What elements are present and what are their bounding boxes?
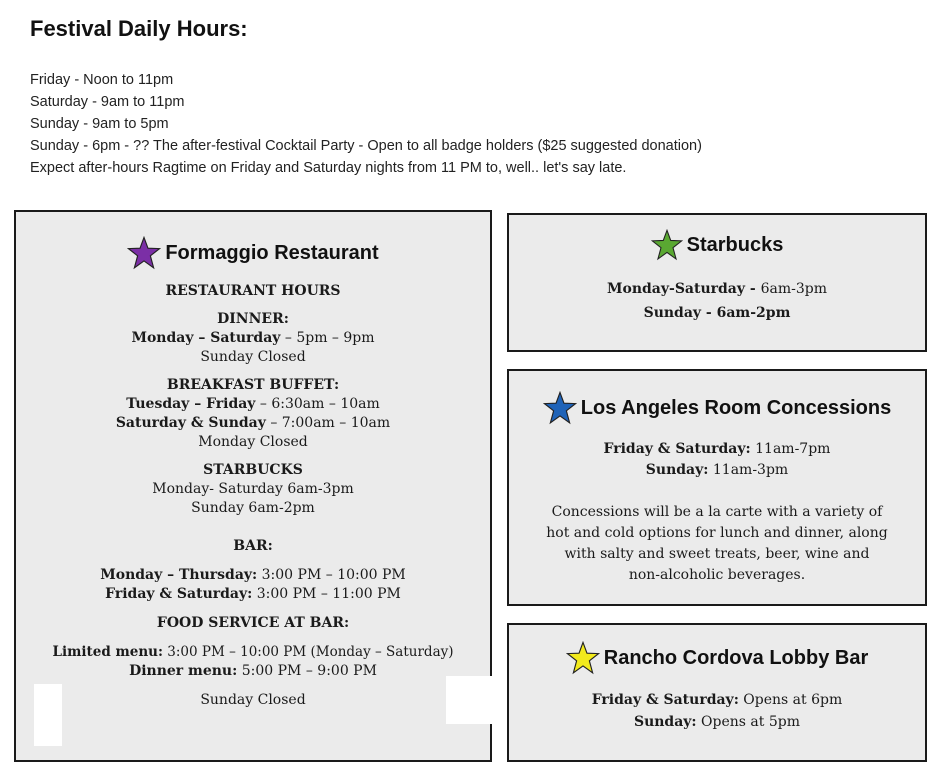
- blank-patch: [34, 684, 62, 746]
- starbucks-line-1: Monday- Saturday 6am-3pm: [152, 481, 354, 497]
- rancho-box: [507, 623, 927, 762]
- la-days-2: Sunday:: [645, 462, 709, 478]
- dinner-heading: DINNER:: [217, 311, 289, 327]
- starbucks-box: [507, 213, 927, 352]
- rancho-title: [509, 641, 925, 675]
- food-service-heading: FOOD SERVICE AT BAR:: [156, 615, 350, 631]
- la-time-1: 11am-7pm: [750, 441, 831, 457]
- limited-menu-time: 3:00 PM – 10:00 PM (Monday – Saturday): [162, 644, 454, 660]
- rancho-time-2: Opens at 5pm: [696, 714, 801, 730]
- hours-line: Sunday - 9am to 5pm: [30, 116, 169, 132]
- rancho-time-1: Opens at 6pm: [738, 692, 843, 708]
- bar-heading: BAR:: [233, 538, 273, 554]
- description-line: non-alcoholic beverages.: [628, 567, 806, 583]
- starbucks-heading: STARBUCKS: [203, 462, 303, 478]
- description-line: hot and cold options for lunch and dinner, along: [546, 525, 888, 541]
- description-line: with salty and sweet treats, beer, wine and: [564, 546, 870, 562]
- hours-line: Saturday - 9am to 11pm: [30, 94, 185, 110]
- la-room-title-text: Los Angeles Room Concessions: [580, 396, 892, 419]
- star-icon: [127, 236, 161, 270]
- description-line: Concessions will be a la carte with a variety of: [551, 504, 883, 520]
- la-time-2: 11am-3pm: [708, 462, 789, 478]
- breakfast-time-1: – 6:30am – 10am: [255, 396, 380, 412]
- dinner-days: Monday – Saturday: [131, 330, 281, 346]
- dinner-closed: Sunday Closed: [200, 349, 306, 365]
- rancho-title-text: Rancho Cordova Lobby Bar: [603, 646, 869, 669]
- formaggio-title-text: Formaggio Restaurant: [165, 241, 379, 264]
- starbucks-days-1: Monday-Saturday -: [607, 281, 761, 297]
- dinner-menu-time: 5:00 PM – 9:00 PM: [237, 663, 377, 679]
- la-days-1: Friday & Saturday:: [603, 441, 751, 457]
- starbucks-line-2: Sunday 6am-2pm: [191, 500, 315, 516]
- breakfast-closed: Monday Closed: [198, 434, 308, 450]
- breakfast-days-2: Saturday & Sunday: [115, 415, 266, 431]
- bar-time-2: 3:00 PM – 11:00 PM: [252, 586, 401, 602]
- hours-line: Sunday - 6pm - ?? The after-festival Cocktail Party - Open to all badge holders ($25 suggested donation): [30, 138, 702, 154]
- rancho-days-2: Sunday:: [633, 714, 697, 730]
- dinner-time: – 5pm – 9pm: [280, 330, 375, 346]
- page-title: Festival Daily Hours:: [30, 16, 248, 41]
- formaggio-title: [16, 236, 490, 270]
- star-icon: [651, 229, 683, 261]
- limited-menu-label: Limited menu:: [52, 644, 163, 660]
- breakfast-days-1: Tuesday – Friday: [126, 396, 256, 412]
- formaggio-box: [14, 210, 492, 762]
- bar-days-1: Monday – Thursday:: [100, 567, 258, 583]
- hours-line: Expect after-hours Ragtime on Friday and Saturday nights from 11 PM to, well.. let's say late.: [30, 160, 627, 176]
- festival-hours-list: [30, 69, 702, 179]
- starbucks-title: [509, 229, 925, 261]
- blank-patch: [446, 676, 492, 724]
- la-room-title: [509, 391, 925, 425]
- star-icon: [543, 391, 577, 425]
- la-room-box: [507, 369, 927, 606]
- breakfast-heading: BREAKFAST BUFFET:: [166, 377, 340, 393]
- breakfast-time-2: – 7:00am – 10am: [265, 415, 391, 431]
- star-icon: [566, 641, 600, 675]
- restaurant-hours-heading: RESTAURANT HOURS: [165, 283, 341, 299]
- starbucks-title-text: Starbucks: [686, 233, 784, 256]
- bar-time-1: 3:00 PM – 10:00 PM: [257, 567, 406, 583]
- bar-days-2: Friday & Saturday:: [105, 586, 253, 602]
- bar-sunday-closed: Sunday Closed: [200, 692, 306, 708]
- hours-line: Friday - Noon to 11pm: [30, 72, 174, 88]
- dinner-menu-label: Dinner menu:: [129, 663, 238, 679]
- starbucks-time-1: 6am-3pm: [760, 281, 827, 297]
- la-description: [509, 502, 925, 586]
- starbucks-sunday: Sunday - 6am-2pm: [643, 305, 791, 321]
- rancho-days-1: Friday & Saturday:: [591, 692, 739, 708]
